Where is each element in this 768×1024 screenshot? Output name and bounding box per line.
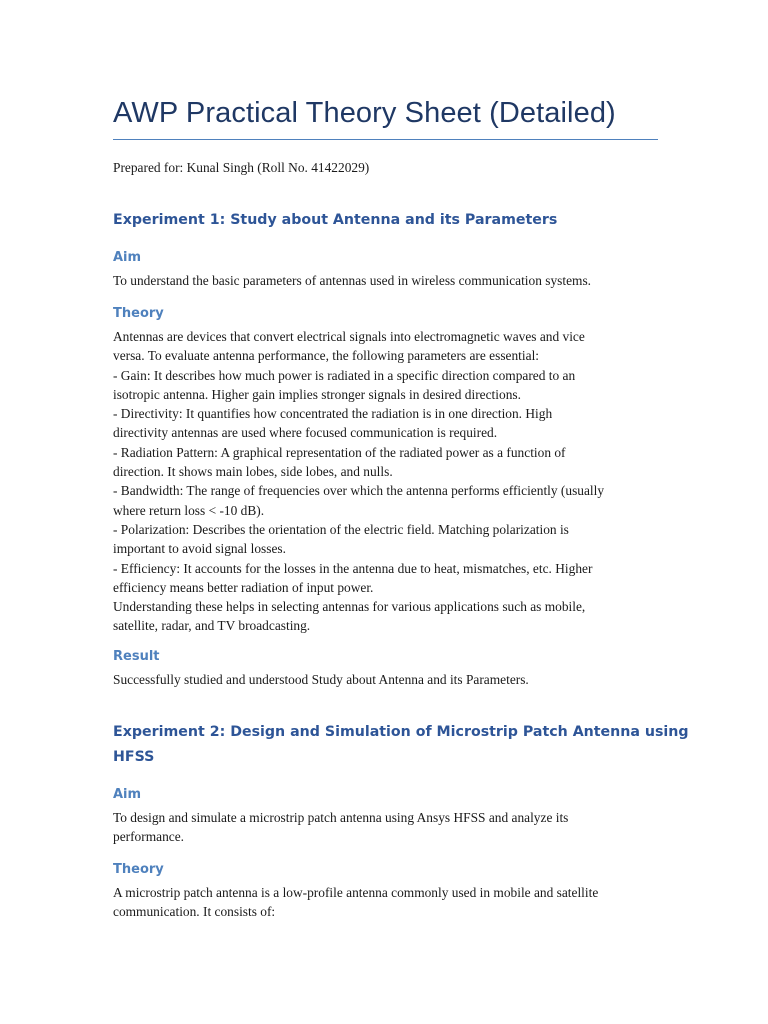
theory-line: - Polarization: Describes the orientation of the electric field. Matching polarization is [113,521,569,537]
experiment-2-heading-line: Experiment 2: Design and Simulation of Microstrip Patch Antenna using [113,724,689,740]
theory-line: direction. It shows main lobes, side lobes, and nulls. [113,464,393,480]
experiment-2-aim-heading: Aim [113,787,142,802]
theory-line: isotropic antenna. Higher gain implies stronger signals in desired directions. [113,386,521,402]
experiment-1-result-text: Successfully studied and understood Study about Antenna and its Parameters. [113,672,529,687]
experiment-1-aim-heading: Aim [113,250,142,265]
theory-line: Understanding these helps in selecting antennas for various applications such as mobile, [113,599,586,615]
theory-line: - Bandwidth: The range of frequencies over which the antenna performs efficiently (usually [113,483,605,499]
experiment-1-aim-text: To understand the basic parameters of antennas used in wireless communication systems. [113,273,592,288]
theory-line: directivity antennas are used where focused communication is required. [113,425,498,441]
experiment-1-result-heading: Result [113,649,160,664]
theory-line: - Gain: It describes how much power is radiated in a specific direction compared to an [113,367,576,383]
experiment-2-theory-heading: Theory [113,862,164,877]
experiment-2-heading [113,720,689,770]
theory-line: satellite, radar, and TV broadcasting. [113,618,311,634]
theory-line: Antennas are devices that convert electrical signals into electromagnetic waves and vice [113,329,585,344]
experiment-1-heading: Experiment 1: Study about Antenna and its Parameters [113,212,558,228]
aim-line: performance. [113,829,185,845]
experiment-2-aim-text [113,808,658,847]
theory-line: versa. To evaluate antenna performance, the following parameters are essential: [113,348,540,364]
theory-line: communication. It consists of: [113,904,276,920]
experiment-2-heading-line: HFSS [113,749,155,765]
theory-line: important to avoid signal losses. [113,541,286,557]
document-title: AWP Practical Theory Sheet (Detailed) [113,97,616,129]
theory-line: where return loss < -10 dB). [113,502,265,518]
theory-line: A microstrip patch antenna is a low-profile antenna commonly used in mobile and satellite [113,885,599,900]
aim-line: To design and simulate a microstrip patch antenna using Ansys HFSS and analyze its [113,810,569,825]
title-underline [113,139,658,140]
theory-line: - Radiation Pattern: A graphical representation of the radiated power as a function of [113,444,566,460]
theory-line: efficiency means better radiation of input power. [113,579,374,595]
prepared-for-line: Prepared for: Kunal Singh (Roll No. 41422029) [113,160,370,175]
theory-line: - Directivity: It quantifies how concentrated the radiation is in one direction. High [113,406,553,422]
experiment-1-theory-text [113,327,658,636]
experiment-1-theory-heading: Theory [113,306,164,321]
experiment-2-theory-text [113,883,658,922]
theory-line: - Efficiency: It accounts for the losses in the antenna due to heat, mismatches, etc. Higher [113,560,593,576]
